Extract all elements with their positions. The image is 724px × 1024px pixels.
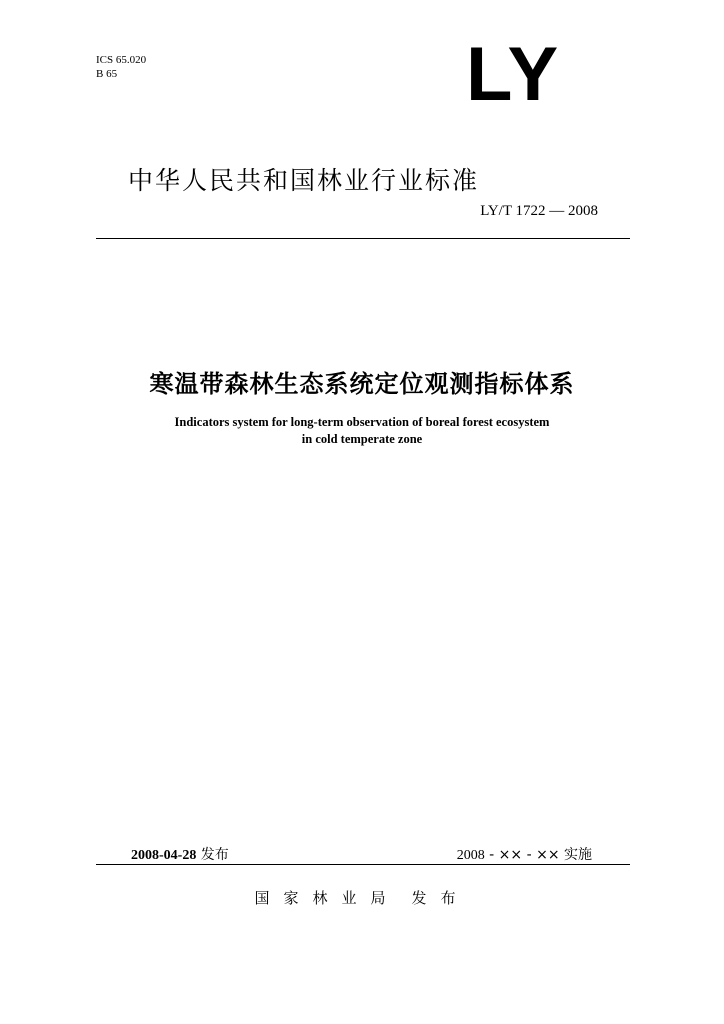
implement-date-block xyxy=(457,844,592,864)
footer-divider xyxy=(96,864,630,865)
document-title-en xyxy=(0,414,724,448)
publisher-name: 国家林业局 xyxy=(254,889,400,907)
classification-code: B 65 xyxy=(96,68,118,80)
ics-code: ICS 65.020 xyxy=(96,54,147,66)
release-date-block xyxy=(131,844,229,864)
ics-block xyxy=(96,53,146,81)
implement-date-rest: - ×× - ×× xyxy=(484,847,560,863)
implement-label: 实施 xyxy=(564,847,592,863)
publisher-block xyxy=(0,887,724,908)
release-date: 2008-04-28 xyxy=(131,848,197,863)
implement-year: 2008 xyxy=(456,848,485,863)
standard-code: LY/T 1722 — 2008 xyxy=(480,203,598,219)
release-label: 发布 xyxy=(200,847,229,863)
document-title-cn: 寒温带森林生态系统定位观测指标体系 xyxy=(149,370,575,398)
ly-logo: LY xyxy=(466,32,561,117)
header-divider xyxy=(96,238,630,239)
title-en-line-1: Indicators system for long-term observation of boreal forest ecosystem xyxy=(174,415,550,429)
standard-category: 中华人民共和国林业行业标准 xyxy=(128,166,480,195)
publisher-action: 发布 xyxy=(411,889,470,907)
title-en-line-2: in cold temperate zone xyxy=(301,432,423,446)
